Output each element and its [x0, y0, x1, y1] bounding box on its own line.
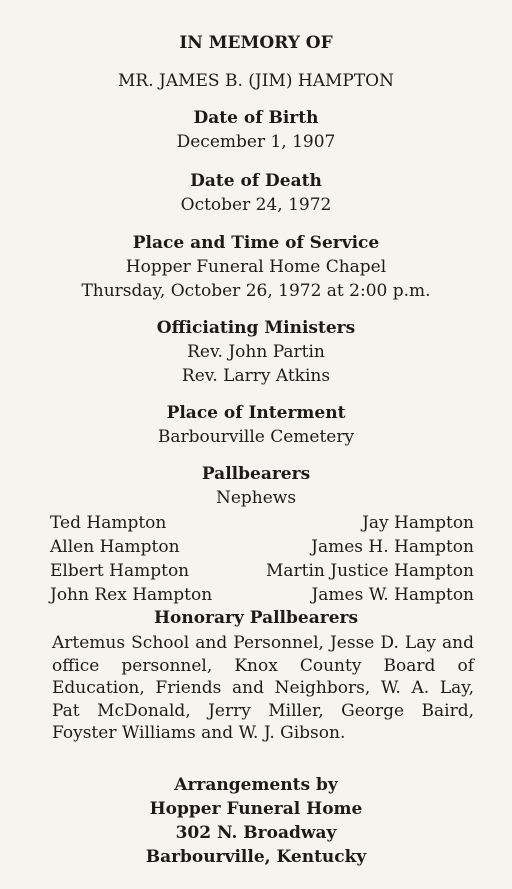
pallbearers-subheading: Nephews: [215, 488, 297, 508]
funeral-home-address: 302 N. Broadway: [175, 823, 337, 843]
pallbearer-name: Elbert Hampton: [50, 561, 190, 581]
honorary-list: Artemus School and Personnel, Jesse D. Lay and office personnel, Knox County Board of Education, Friends and Neighbors, W. A. Lay, Pat McDonald, Jerry Miller, George Baird, Foyster Williams and W. J. Gibson.: [52, 633, 474, 744]
interment-label: Place of Interment: [166, 403, 346, 423]
ministers-label: Officiating Ministers: [156, 318, 356, 338]
pallbearer-name: Allen Hampton: [50, 537, 180, 557]
birth-date: December 1, 1907: [176, 132, 336, 152]
pallbearer-name: James W. Hampton: [311, 585, 474, 605]
funeral-home-name: Hopper Funeral Home: [149, 799, 363, 819]
minister-name: Rev. John Partin: [187, 342, 325, 362]
pallbearer-name: Martin Justice Hampton: [265, 561, 474, 581]
pallbearers-label: Pallbearers: [201, 464, 311, 484]
honorary-label: Honorary Pallbearers: [153, 608, 359, 628]
pallbearer-name: John Rex Hampton: [50, 585, 213, 605]
service-label: Place and Time of Service: [132, 233, 380, 253]
birth-label: Date of Birth: [193, 108, 319, 128]
pallbearer-name: Ted Hampton: [50, 513, 167, 533]
service-time: Thursday, October 26, 1972 at 2:00 p.m.: [81, 281, 431, 301]
death-label: Date of Death: [190, 171, 322, 191]
pallbearer-name: Jay Hampton: [362, 513, 474, 533]
pallbearer-name: James H. Hampton: [311, 537, 474, 557]
service-place: Hopper Funeral Home Chapel: [125, 257, 387, 277]
death-date: October 24, 1972: [180, 195, 332, 215]
interment-place: Barbourville Cemetery: [157, 427, 355, 447]
deceased-name: MR. JAMES B. (JIM) HAMPTON: [118, 71, 394, 91]
arrangements-label: Arrangements by: [174, 775, 338, 795]
heading: IN MEMORY OF: [179, 33, 333, 53]
minister-name: Rev. Larry Atkins: [181, 366, 331, 386]
funeral-home-city: Barbourville, Kentucky: [145, 847, 367, 867]
